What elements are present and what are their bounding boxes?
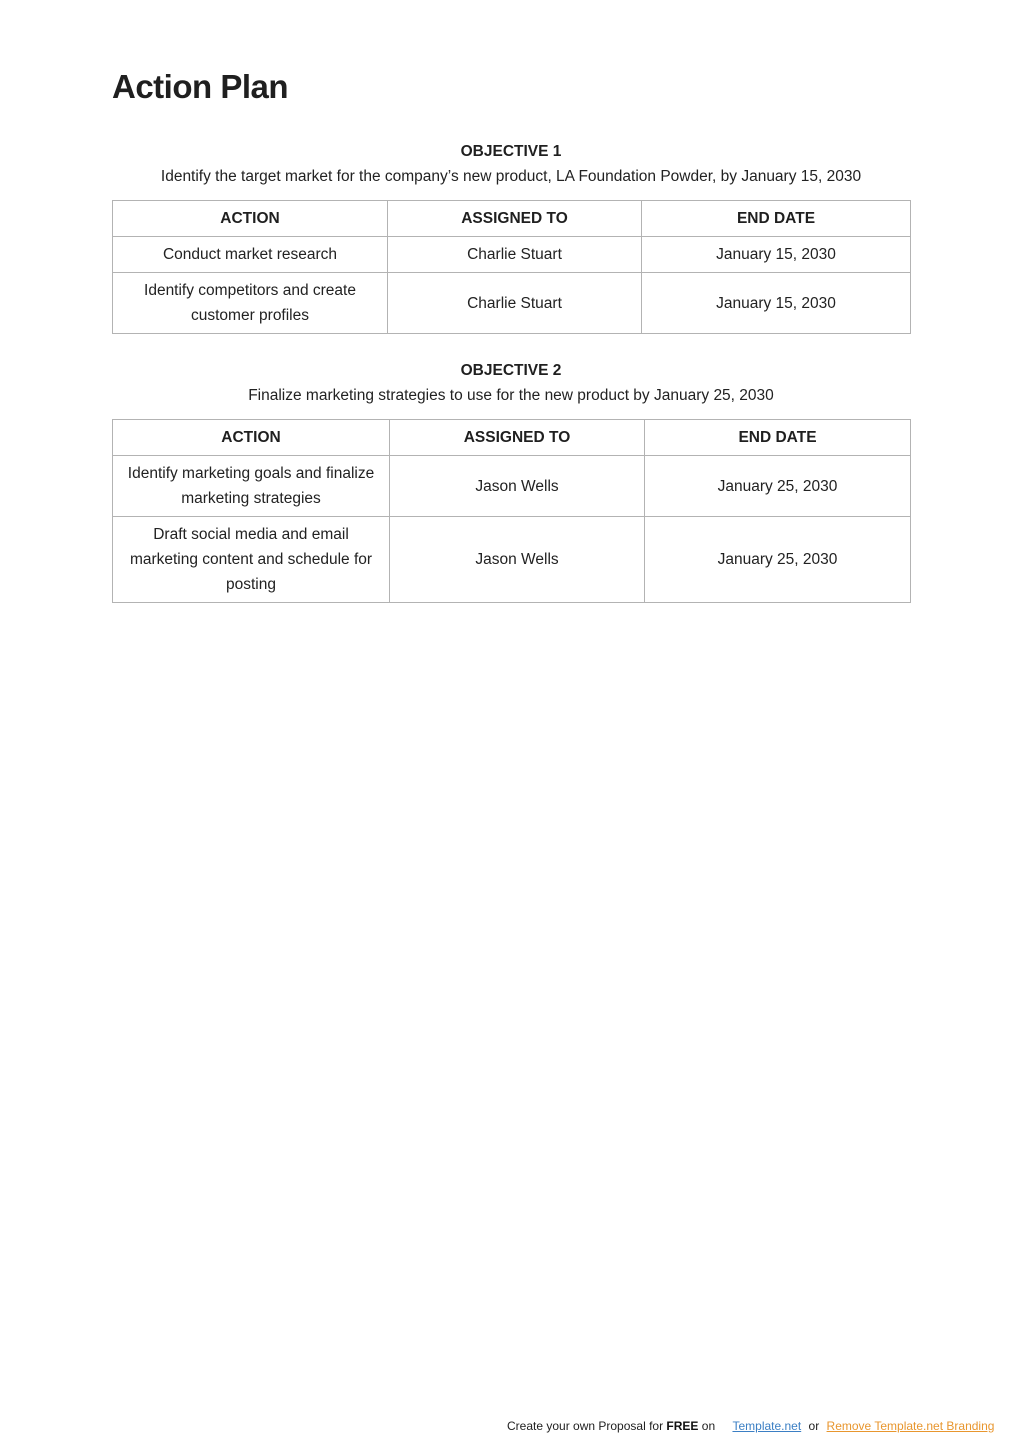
action-cell: Draft social media and email marketing content and schedule for posting (113, 517, 390, 603)
objective-1-header (112, 142, 910, 187)
end-date-cell: January 25, 2030 (645, 517, 911, 603)
table-row (113, 517, 911, 603)
objective-heading: OBJECTIVE 1 (460, 143, 562, 160)
remove-branding-link[interactable]: Remove Template.net Branding (826, 1419, 995, 1433)
footer-free-text: FREE (666, 1419, 699, 1433)
table-row (113, 237, 911, 273)
objective-1-action-table (112, 200, 911, 334)
action-cell: Conduct market research (113, 237, 388, 273)
objective-description: Finalize marketing strategies to use for the new product by January 25, 2030 (248, 387, 774, 404)
footer-on-text: on (698, 1419, 716, 1433)
footer-or-text: or (808, 1419, 820, 1433)
template-net-link[interactable]: Template.net (732, 1419, 802, 1433)
table-row (113, 456, 911, 517)
page-title: Action Plan (112, 68, 289, 105)
end-date-cell: January 25, 2030 (645, 456, 911, 517)
column-header-action: ACTION (113, 201, 388, 237)
action-cell: Identify marketing goals and finalize marketing strategies (113, 456, 390, 517)
footer-prefix-text: Create your own Proposal for (507, 1419, 667, 1433)
table-row (113, 273, 911, 334)
assigned-to-cell: Jason Wells (390, 517, 645, 603)
assigned-to-cell: Charlie Stuart (388, 237, 642, 273)
action-cell: Identify competitors and create customer profiles (113, 273, 388, 334)
column-header-assigned-to: ASSIGNED TO (390, 420, 645, 456)
assigned-to-cell: Jason Wells (390, 456, 645, 517)
objective-heading: OBJECTIVE 2 (460, 362, 562, 379)
column-header-end-date: END DATE (645, 420, 911, 456)
assigned-to-cell: Charlie Stuart (388, 273, 642, 334)
end-date-cell: January 15, 2030 (642, 273, 911, 334)
column-header-end-date: END DATE (642, 201, 911, 237)
objective-2-header (112, 361, 910, 406)
branding-footer (507, 1419, 994, 1433)
table-header-row (113, 201, 911, 237)
column-header-action: ACTION (113, 420, 390, 456)
end-date-cell: January 15, 2030 (642, 237, 911, 273)
objective-description: Identify the target market for the company’s new product, LA Foundation Powder, by January 15, 2030 (160, 168, 862, 185)
objective-2-action-table (112, 419, 911, 603)
table-header-row (113, 420, 911, 456)
column-header-assigned-to: ASSIGNED TO (388, 201, 642, 237)
